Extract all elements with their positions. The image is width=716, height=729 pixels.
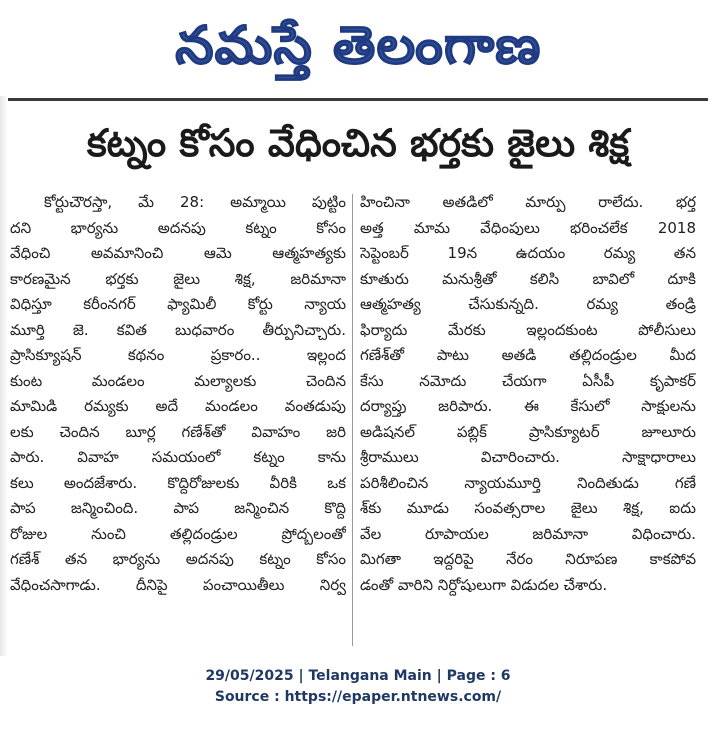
body-line: కుంట మండలం మల్యాలకు చెందిన xyxy=(10,371,346,390)
body-line: కారణమైన భర్తకు జైలు శిక్ష, జరిమానా xyxy=(10,269,346,288)
body-line: ఆత్మహత్య చేసుకున్నది. రమ్య తండ్రి xyxy=(360,295,696,313)
body-line: కలు అందజేశారు. కొద్దిరోజులకు వీరికి ఒక xyxy=(10,473,346,492)
body-line: విధిస్తూ కరీంనగర్ ఫ్యామిలీ కోర్టు న్యాయ xyxy=(10,295,346,313)
body-line: వేల రూపాయల జరిమానా విధించారు. xyxy=(360,524,696,543)
source-link: Source : https://epaper.ntnews.com/ xyxy=(214,689,502,705)
source-footer xyxy=(0,666,716,708)
right-column xyxy=(360,190,696,652)
edition-info: 29/05/2025 | Telangana Main | Page : 6 xyxy=(205,668,511,684)
body-line: శ్‌కు మూడు సంవత్సరాల జైలు శిక్ష, ఐదు xyxy=(360,499,696,517)
body-line: ప్రాసిక్యూషన్ కథనం ప్రకారం.. ఇల్లంద xyxy=(10,346,346,364)
left-column xyxy=(10,190,346,652)
body-line: దని భార్యను అదనపు కట్నం కోసం xyxy=(10,218,346,237)
column-divider xyxy=(352,194,353,646)
body-line: డంతో వారిని నిర్దోషులుగా విడుదల చేశారు. xyxy=(360,575,608,594)
body-line: మామిడి రమ్యకు అదే మండలం వంతడుపు xyxy=(10,397,346,415)
body-line: హించినా అతడిలో మార్పు రాలేదు. భర్త xyxy=(360,193,696,211)
body-line: గణేశ్‌తో పాటు అతడి తల్లిదండ్రుల మీద xyxy=(360,346,696,364)
clipping xyxy=(8,6,708,658)
masthead xyxy=(8,6,708,101)
body-line: అత్త మామ వేధింపులు భరించలేక 2018 xyxy=(360,218,696,237)
body-line: అడిషనల్ పబ్లిక్ ప్రాసిక్యూటర్ జూలూరు xyxy=(360,422,696,441)
body-line: సెప్టెంబర్ 19న ఉదయం రమ్య తన xyxy=(360,244,696,262)
body-line: పారు. వివాహ సమయంలో కట్నం కాను xyxy=(10,448,346,466)
body-line: శ్రీరాములు విచారించారు. సాక్షాధారాలు xyxy=(360,448,696,466)
body-line: కోర్టుచౌరస్తా, మే 28: అమ్మాయి పుట్టిం xyxy=(44,193,346,211)
headline xyxy=(8,114,708,182)
article-body xyxy=(10,190,704,652)
body-line: మిగతా ఇద్దరిపై నేరం నిరూపణ కాకపోవ xyxy=(360,550,696,568)
body-line: ఫిర్యాదు మేరకు ఇల్లందకుంట పోలీసులు xyxy=(360,320,696,339)
body-line: కూతురు మనుశ్రీతో కలిసి బావిలో దూకి xyxy=(360,269,696,288)
body-line: రోజుల నుంచి తల్లిదండ్రుల ప్రోద్బలంతో xyxy=(10,524,346,543)
body-line: పరిశీలించిన న్యాయమూర్తి నిందితుడు గణే xyxy=(360,473,696,492)
body-line: దర్యాప్తు జరిపారు. ఈ కేసులో సాక్షులను xyxy=(360,397,696,415)
page-edge-shade xyxy=(0,96,8,656)
body-line: గణేశ్ తన భార్యను అదనపు కట్నం కోసం xyxy=(10,550,346,568)
body-line: కేసు నమోదు చేయగా ఏసీపీ కృపాకర్ xyxy=(360,371,696,390)
body-line: వేధించసాగాడు. దీనిపై పంచాయితీలు నిర్వ xyxy=(10,575,346,594)
body-line: వేధించి అవమానించి ఆమె ఆత్మహత్యకు xyxy=(10,244,346,262)
masthead-logo: నమస్తే తెలంగాణ xyxy=(174,15,542,76)
body-line: పాప జన్మించింది. పాప జన్మించిన కొద్ది xyxy=(10,499,346,517)
headline-text: కట్నం కోసం వేధించిన భర్తకు జైలు శిక్ష xyxy=(86,121,630,165)
body-line: లకు చెందిన బూర్ల గణేశ్‌తో వివాహం జరి xyxy=(10,422,346,441)
body-line: మూర్తి జె. కవిత బుధవారం తీర్పునిచ్చారు. xyxy=(10,320,346,339)
